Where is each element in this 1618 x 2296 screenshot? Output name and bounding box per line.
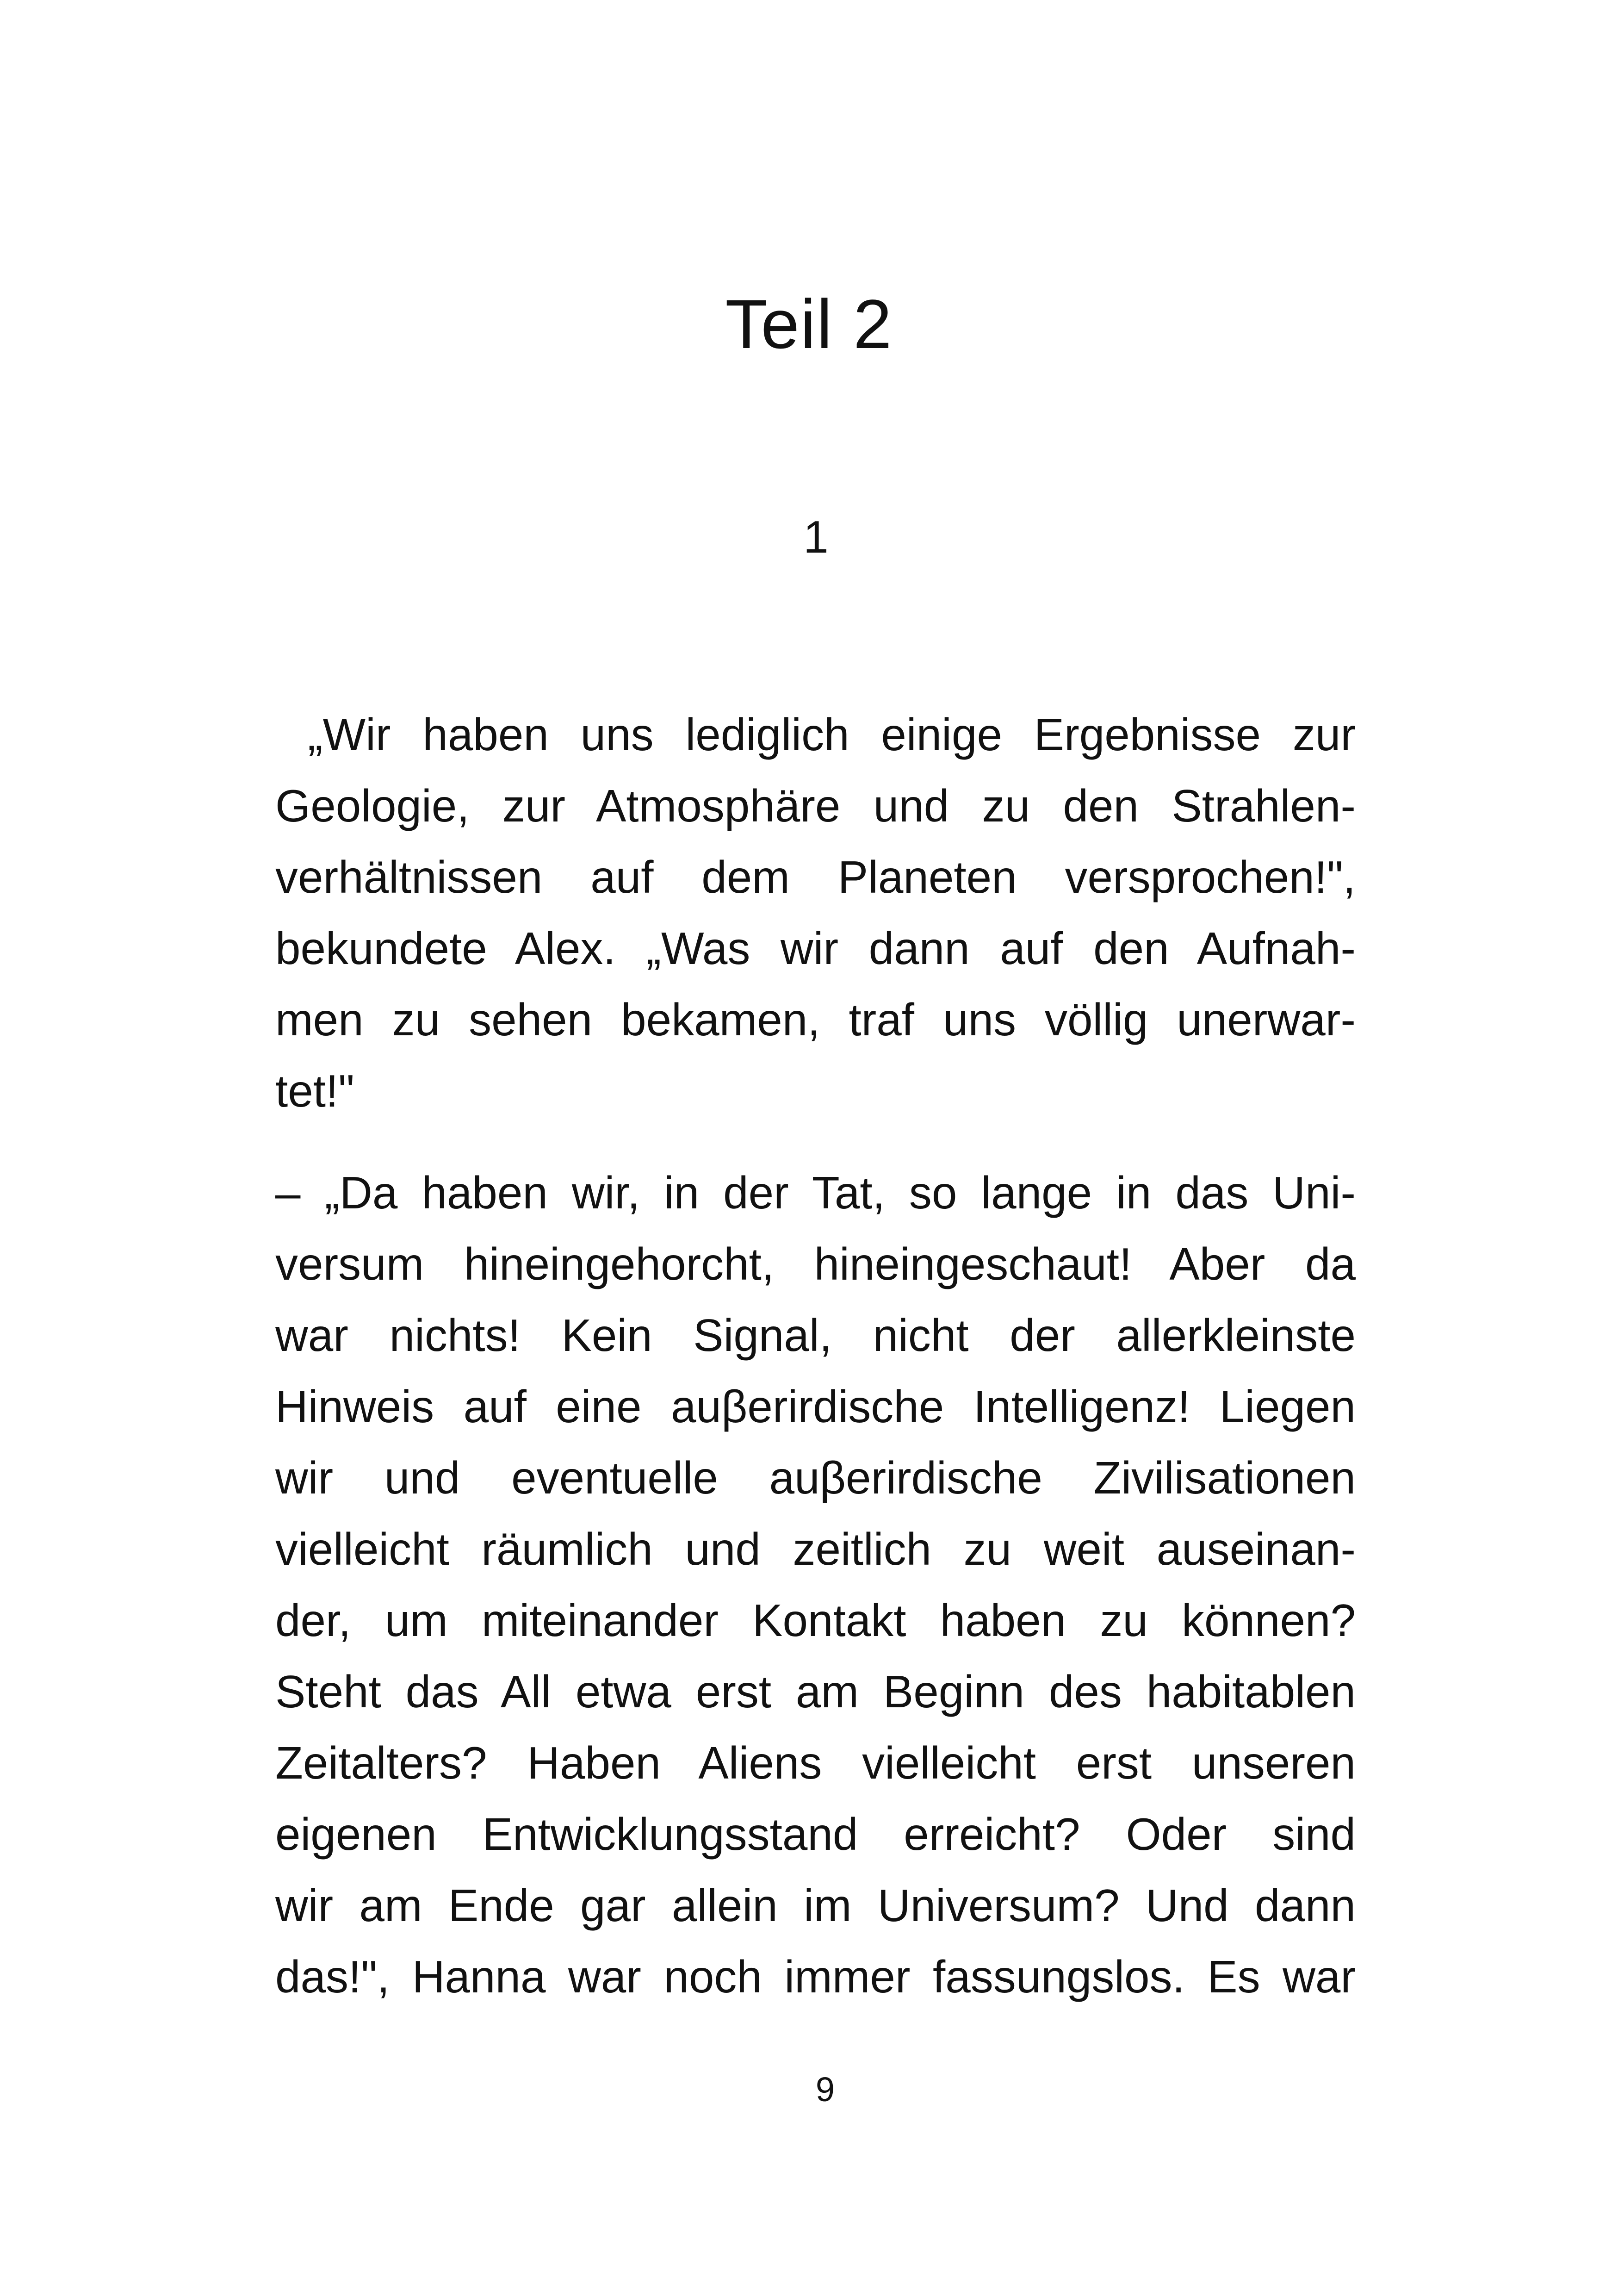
text-line: Geologie, zur Atmosphäre und zu den Strahlen- (275, 780, 1356, 831)
text-line: vielleicht räumlich und zeitlich zu weit auseinan- (275, 1524, 1356, 1574)
text-line: bekundete Alex. „Was wir dann auf den Aufnah- (275, 923, 1356, 974)
text-line: war nichts! Kein Signal, nicht der allerkleinste (275, 1310, 1356, 1361)
chapter-number: 1 (803, 511, 829, 562)
text-line: Hinweis auf eine auβerirdische Intelligenz! Liegen (275, 1381, 1356, 1432)
paragraph-2 (275, 1157, 1356, 2012)
page-number: 9 (815, 2070, 835, 2109)
text-line: wir am Ende gar allein im Universum? Und dann (275, 1880, 1356, 1931)
text-line: „Wir haben uns lediglich einige Ergebnisse zur (308, 709, 1356, 760)
text-line: wir und eventuelle auβerirdische Zivilisationen (275, 1452, 1356, 1503)
text-line: eigenen Entwicklungsstand erreicht? Oder sind (275, 1809, 1356, 1860)
text-line: men zu sehen bekamen, traf uns völlig unerwar- (275, 994, 1356, 1045)
text-line: – „Da haben wir, in der Tat, so lange in das Uni- (275, 1167, 1356, 1218)
text-line: Steht das All etwa erst am Beginn des habitablen (275, 1666, 1356, 1717)
body-text (275, 699, 1356, 2012)
text-line: das!", Hanna war noch immer fassungslos. Es war (275, 1951, 1356, 2002)
paragraph-1 (275, 699, 1356, 1126)
paragraph-spacer (275, 1126, 1356, 1157)
text-line: tet!" (275, 1065, 354, 1116)
part-title: Teil 2 (725, 285, 893, 363)
text-line: verhältnissen auf dem Planeten versprochen!", (275, 852, 1356, 902)
text-line: der, um miteinander Kontakt haben zu können? (275, 1595, 1356, 1646)
text-line: versum hineingehorcht, hineingeschaut! Aber da (275, 1238, 1356, 1289)
text-line: Zeitalters? Haben Aliens vielleicht erst unseren (275, 1737, 1356, 1788)
